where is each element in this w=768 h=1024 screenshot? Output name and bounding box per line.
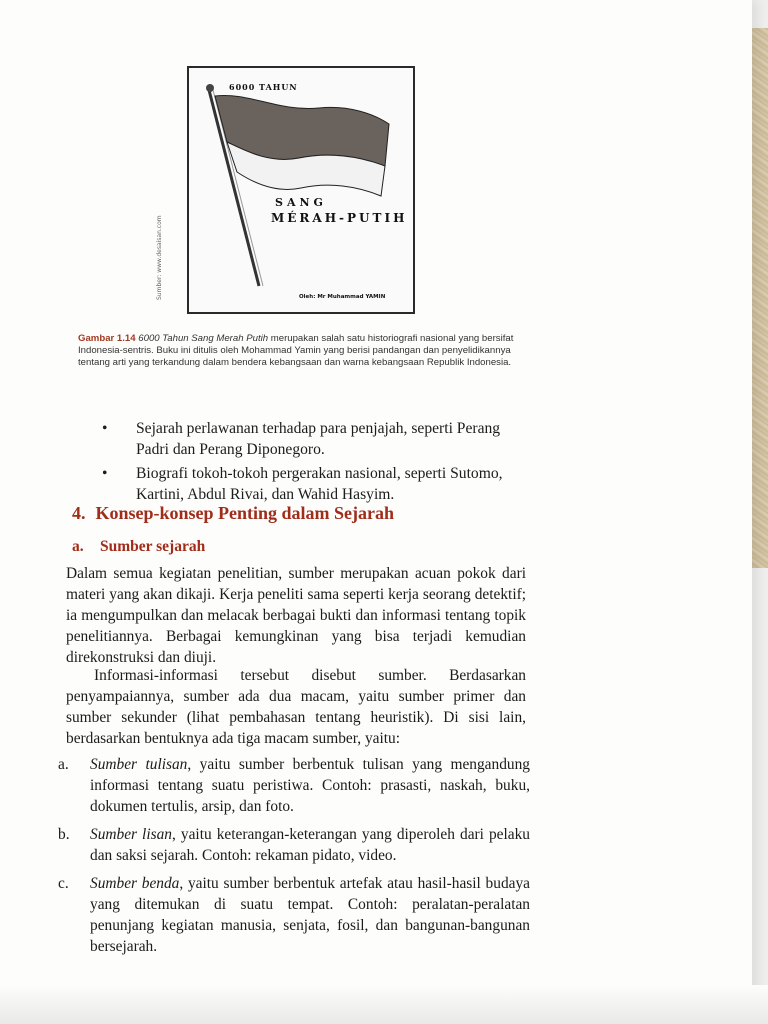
list-item: [58, 873, 530, 957]
book-cover-figure: [187, 66, 415, 314]
figure-source-credit: Sumber: www.desaisan.com: [156, 215, 163, 300]
paragraph-2: Informasi-informasi tersebut disebut sumber. Berdasarkan penyampaiannya, sumber ada dua macam, yaitu sumber primer dan sumber sekunder (lihat pembahasan tentang heuristik). Di sisi lain, berdasarkan bentuknya ada tiga macam sumber, yaitu:: [66, 667, 526, 747]
list-marker: c.: [58, 875, 69, 892]
bullet-text: Biografi tokoh-tokoh pergerakan nasional, seperti Sutomo, Kartini, Abdul Rivai, dan Wahid Hasyim.: [136, 465, 503, 503]
caption-text: merupakan salah satu historiografi nasional yang bersifat Indonesia-sentris. Buku ini ditulis oleh Mohammad Yamin yang berisi pandangan dan penyelidikannya tentang arti yang terkandung dalam bendera kebangsaan dan warna kebangsaan Republik Indonesia.: [78, 333, 514, 368]
source-term: Sumber benda: [90, 875, 180, 892]
paragraph-1: Dalam semua kegiatan penelitian, sumber merupakan acuan pokok dari materi yang akan dikaji. Kerja peneliti sama seperti kerja seorang detektif; ia mengumpulkan dan melacak berbagai bukti dan informasi tentang topik penelitiannya. Berbagai kemungkinan yang bisa terjadi kemudian direkonstruksi dan diuji.: [66, 565, 526, 666]
list-item: [58, 824, 530, 866]
caption-label: Gambar 1.14: [78, 333, 136, 344]
bullet-text: Sejarah perlawanan terhadap para penjajah, seperti Perang Padri dan Perang Diponegoro.: [136, 420, 501, 458]
cover-title-line1: SANG: [275, 196, 327, 209]
subsection-number: a.: [72, 538, 84, 555]
source-desc: , yaitu sumber berbentuk tulisan yang mengandung informasi tentang suatu peristiwa. Contoh: prasasti, naskah, buku, dokumen tertulis, arsip, dan foto.: [90, 756, 530, 815]
source-term: Sumber lisan: [90, 826, 172, 843]
figure-caption: [78, 333, 518, 368]
bullet-list: [100, 418, 520, 508]
source-term: Sumber tulisan: [90, 756, 188, 773]
flag-pole-finial: [206, 84, 214, 92]
subsection-title: Sumber sejarah: [100, 538, 206, 555]
bullet-mark: •: [102, 465, 108, 482]
section-title: Konsep-konsep Penting dalam Sejarah: [95, 503, 395, 523]
section-heading: [72, 503, 394, 524]
source-types-list: [58, 754, 530, 964]
flag-illustration: [189, 68, 413, 312]
bullet-mark: •: [102, 420, 108, 437]
cover-title-line2: MÉRAH-PUTIH: [271, 211, 408, 225]
subsection-heading: [72, 538, 205, 556]
cover-author: Oleh: Mr Muhammad YAMIN: [299, 294, 386, 300]
list-marker: b.: [58, 826, 70, 843]
list-marker: a.: [58, 756, 69, 773]
cover-title-top: 6000 TAHUN: [229, 82, 298, 92]
page-bottom-shadow: [0, 985, 768, 1024]
source-desc: , yaitu sumber berbentuk artefak atau hasil-hasil budaya yang ditemukan di suatu tempat. Contoh: peralatan-peralatan penunjang kegiatan manusia, senjata, fosil, dan bangunan-bangunan bersejarah.: [90, 875, 530, 955]
list-item: [58, 754, 530, 817]
caption-book-title: 6000 Tahun Sang Merah Putih: [138, 333, 269, 344]
list-item: [100, 418, 520, 460]
source-desc: , yaitu keterangan-keterangan yang diperoleh dari pelaku dan saksi sejarah. Contoh: rekaman pidato, video.: [90, 826, 530, 864]
section-number: 4.: [72, 503, 86, 523]
list-item: [100, 463, 520, 505]
